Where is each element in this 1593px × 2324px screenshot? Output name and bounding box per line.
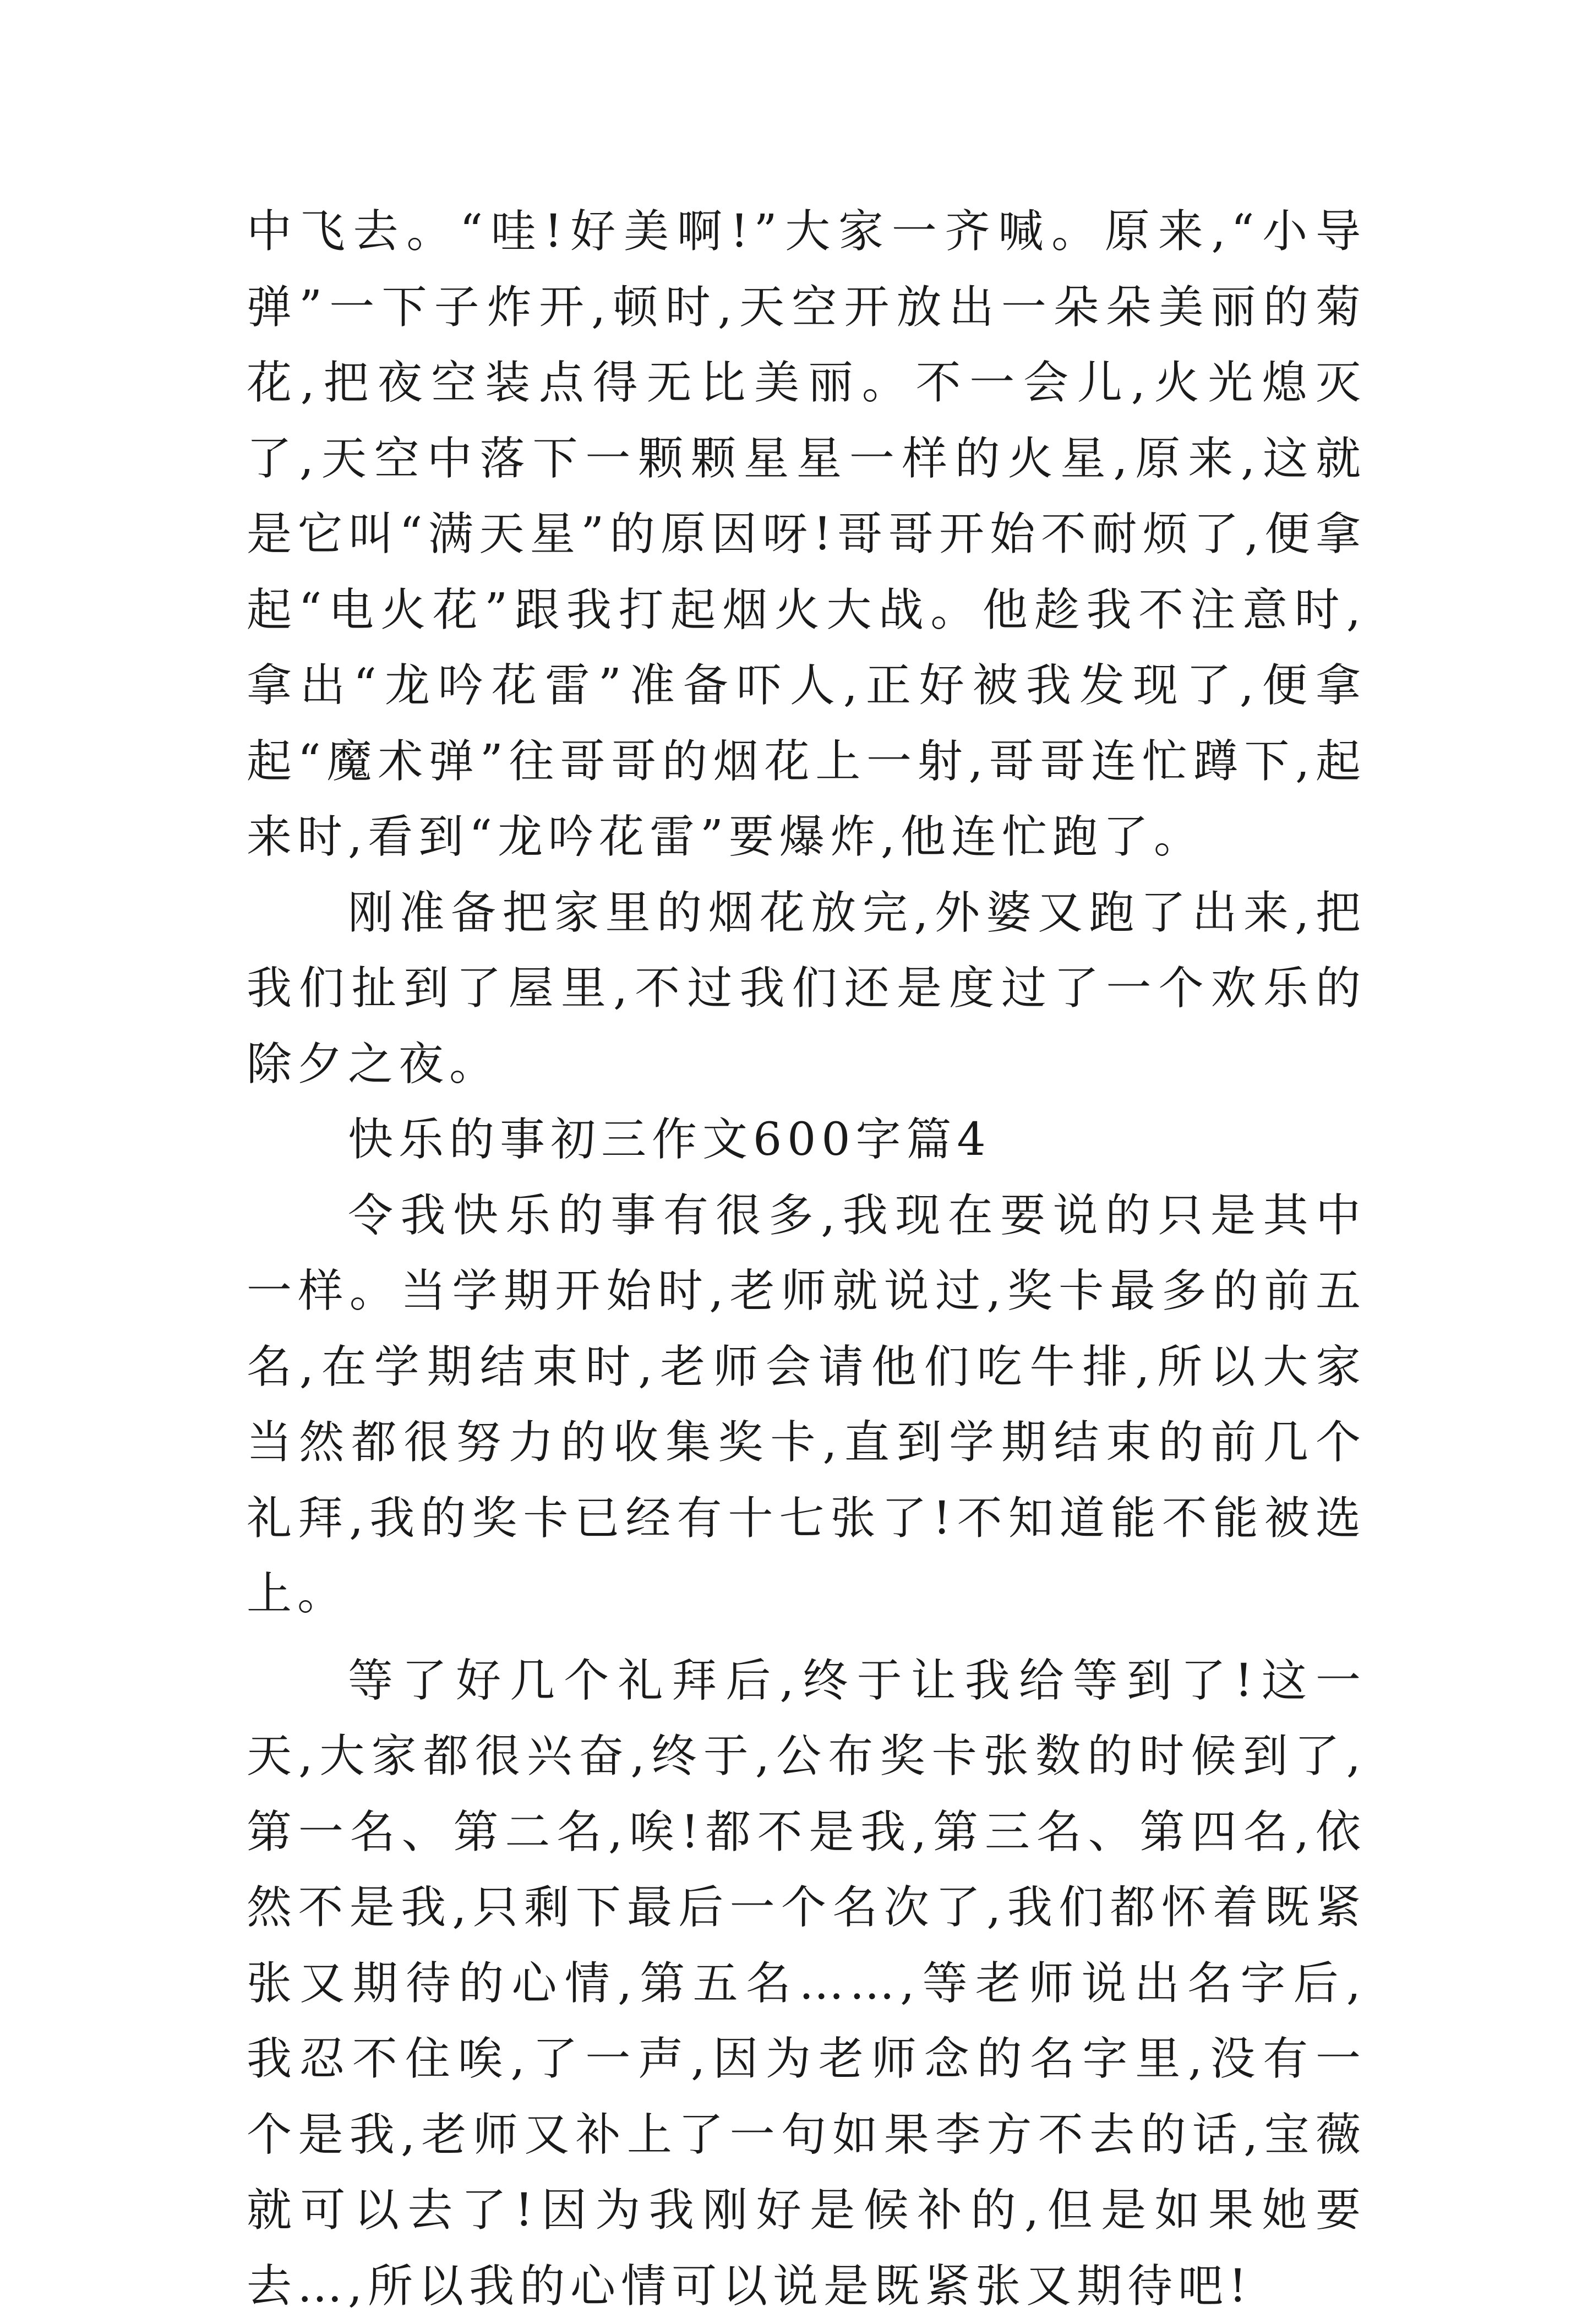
paragraph-award-cards: 令我快乐的事有很多,我现在要说的只是其中一样。当学期开始时,老师就说过,奖卡最多的前五名,在学期结束时,老师会请他们吃牛排,所以大家当然都很努力的收集奖卡,直到学期结束的前几个礼拜,我的奖卡已经有十七张了!不知道能不能被选上。 (247, 1178, 1366, 1632)
essay-heading: 快乐的事初三作文600字篇4 (247, 1102, 1366, 1178)
paragraph-fireworks-continued: 中飞去。“哇!好美啊!”大家一齐喊。原来,“小导弹”一下子炸开,顿时,天空开放出一朵朵美丽的菊花,把夜空装点得无比美丽。不一会儿,火光熄灭了,天空中落下一颗颗星星一样的火星,原来,这就是它叫“满天星”的原因呀!哥哥开始不耐烦了,便拿起“电火花”跟我打起烟火大战。他趁我不注意时,拿出“龙吟花雷”准备吓人,正好被我发现了,便拿起“魔术弹”往哥哥的烟花上一射,哥哥连忙蹲下,起来时,看到“龙吟花雷”要爆炸,他连忙跑了。 (247, 194, 1366, 875)
paragraph-announcement: 等了好几个礼拜后,终于让我给等到了!这一天,大家都很兴奋,终于,公布奖卡张数的时候到了,第一名、第二名,唉!都不是我,第三名、第四名,依然不是我,只剩下最后一个名次了,我们都怀着既紧张又期待的心情,第五名……,等老师说出名字后,我忍不住唉,了一声,因为老师念的名字里,没有一个是我,老师又补上了一句如果李方不去的话,宝薇就可以去了!因为我刚好是候补的,但是如果她要去…,所以我的心情可以说是既紧张又期待吧! (247, 1643, 1366, 2324)
body-text (247, 194, 1366, 2324)
paragraph-new-year-eve: 刚准备把家里的烟花放完,外婆又跑了出来,把我们扯到了屋里,不过我们还是度过了一个欢乐的除夕之夜。 (247, 875, 1366, 1103)
